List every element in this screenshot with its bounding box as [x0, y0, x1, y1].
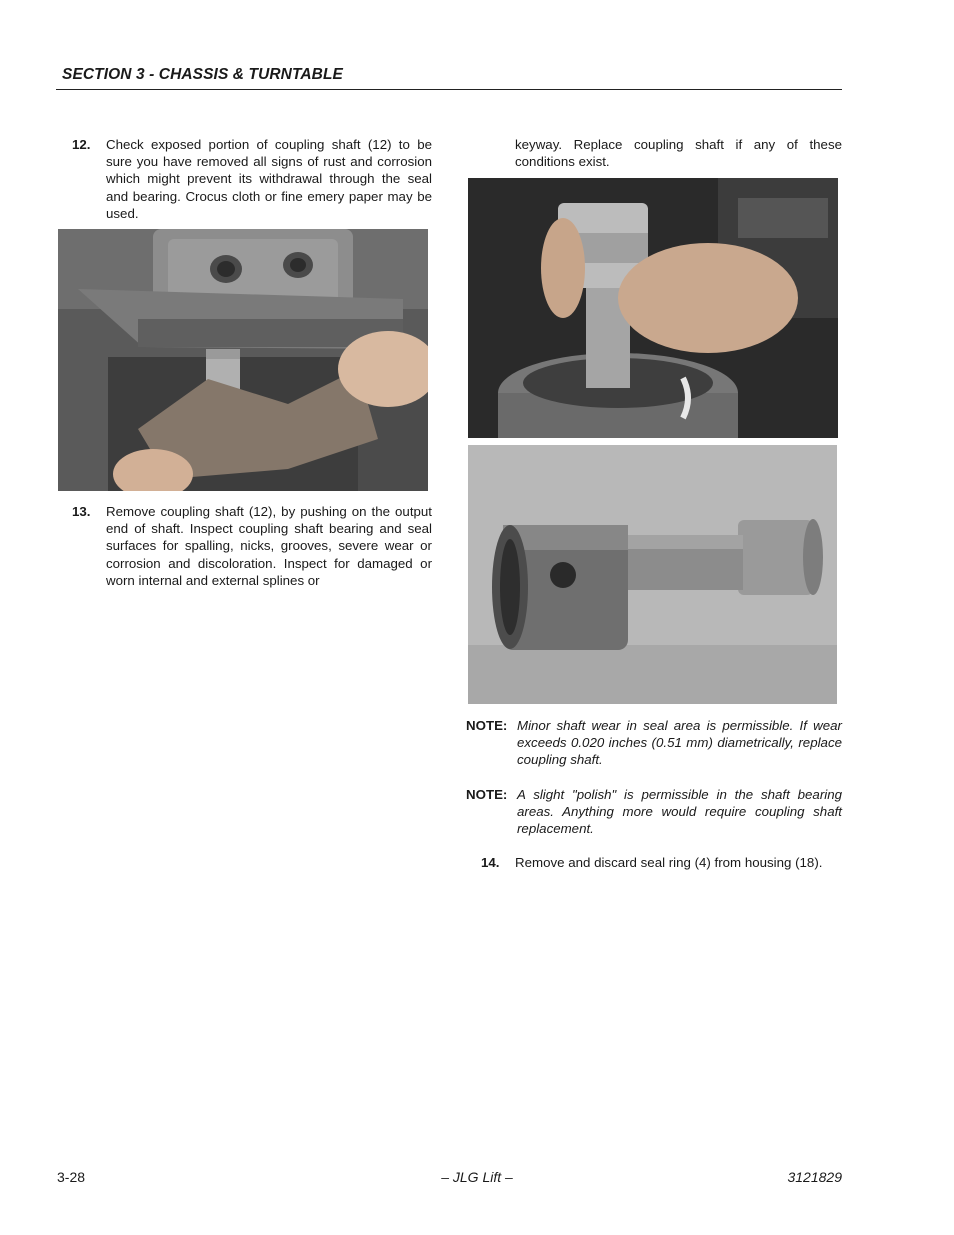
section-title: SECTION 3 - CHASSIS & TURNTABLE: [62, 66, 343, 83]
step-13-continued: [515, 136, 842, 170]
step-12: [72, 136, 432, 222]
note-polish: [466, 786, 842, 838]
note-label: NOTE:: [466, 718, 508, 733]
step-text: keyway. Replace coupling shaft if any of these conditions exist.: [515, 137, 842, 170]
footer-page-number: 3-28: [57, 1169, 86, 1185]
step-text: Remove coupling shaft (12), by pushing on the output end of shaft. Inspect coupling shaft bearing and seal surfaces for spalling, nicks, grooves, severe wear or corrosion and discoloration. Inspect for damaged or worn internal and external splines or: [106, 504, 432, 588]
note-shaft-wear: [466, 717, 842, 769]
step-text: Check exposed portion of coupling shaft (12) to be sure you have removed all signs of rust and corrosion which might prevent its withdrawal through the seal and bearing. Crocus cloth or fine emery paper may be used.: [106, 137, 432, 221]
step-14: [481, 854, 842, 871]
step-13: [72, 503, 432, 589]
note-text: A slight "polish" is permissible in the shaft bearing areas. Anything more would require coupling shaft replacement.: [517, 787, 842, 837]
step-text: Remove and discard seal ring (4) from housing (18).: [515, 855, 823, 870]
footer-publisher: – JLG Lift –: [441, 1169, 513, 1185]
photo-housing-in-vise: [58, 229, 428, 491]
step-number: 12.: [72, 137, 91, 152]
note-text: Minor shaft wear in seal area is permissible. If wear exceeds 0.020 inches (0.51 mm) diametrically, replace coupling shaft.: [517, 718, 842, 768]
header-divider: [56, 89, 842, 90]
footer-doc-number: 3121829: [787, 1169, 842, 1185]
photo-coupling-shaft: [468, 445, 837, 704]
step-number: 13.: [72, 504, 91, 519]
step-number: 14.: [481, 855, 500, 870]
photo-removing-coupling-shaft: [468, 178, 838, 438]
note-label: NOTE:: [466, 787, 508, 802]
